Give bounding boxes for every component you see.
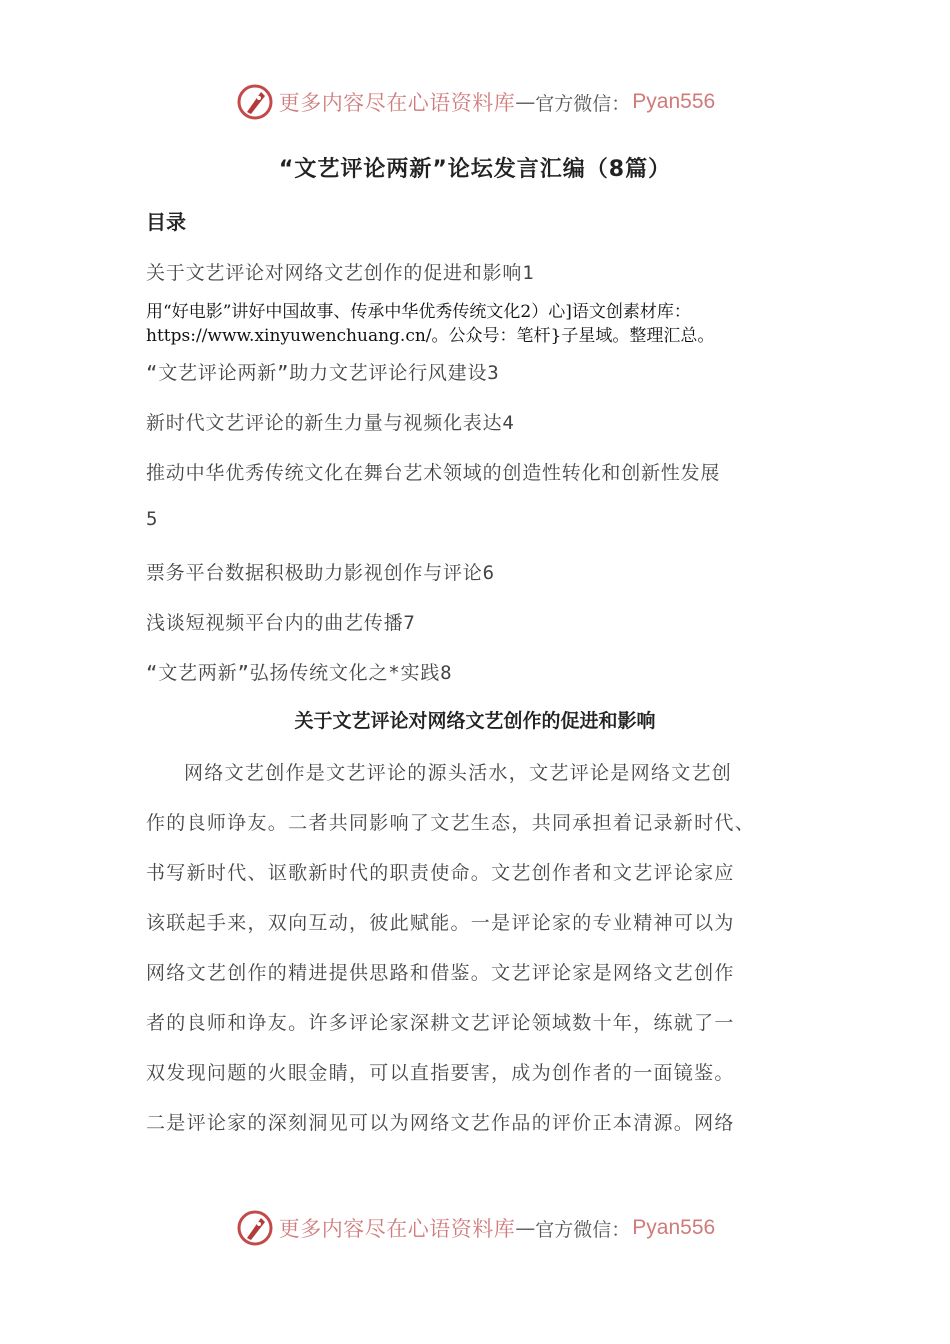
section-title: 关于文艺评论对网络文艺创作的促进和影响 bbox=[294, 710, 656, 732]
toc-item[interactable]: “文艺两新”弘扬传统文化之*实践8 bbox=[146, 662, 453, 684]
banner-separator: — bbox=[515, 1216, 536, 1240]
paragraph-line: 书写新时代、讴歌新时代的职责使命。文艺创作者和文艺评论家应 bbox=[146, 862, 735, 884]
toc-item[interactable]: 浅谈短视频平台内的曲艺传播7 bbox=[146, 612, 416, 634]
paragraph-line: 网络文艺创作的精进提供思路和借鉴。文艺评论家是网络文艺创作 bbox=[146, 962, 735, 984]
toc-item[interactable]: 票务平台数据积极助力影视创作与评论6 bbox=[146, 562, 495, 584]
footer-banner bbox=[0, 1206, 950, 1250]
paragraph-line: 作的良师诤友。二者共同影响了文艺生态，共同承担着记录新时代、 bbox=[146, 812, 756, 834]
paragraph-line: 双发现问题的火眼金睛，可以直指要害，成为创作者的一面镜鉴。 bbox=[146, 1062, 735, 1084]
banner-text: 更多内容尽在心语资料库 bbox=[278, 91, 516, 115]
banner-text: 更多内容尽在心语资料库 bbox=[278, 1217, 516, 1241]
banner-official-label: 官方微信： bbox=[535, 92, 631, 115]
toc-item[interactable]: “文艺评论两新”助力文艺评论行风建设3 bbox=[146, 362, 500, 384]
banner-wechat-id: Pyan556 bbox=[632, 1216, 716, 1239]
toc-item[interactable]: 关于文艺评论对网络文艺创作的促进和影响1 bbox=[146, 262, 535, 284]
paragraph-line: 二是评论家的深刻洞见可以为网络文艺作品的评价正本清源。网络 bbox=[146, 1112, 735, 1134]
toc-heading: 目录 bbox=[146, 210, 186, 234]
banner-separator: — bbox=[515, 90, 536, 114]
toc-item[interactable]: 用“好电影”讲好中国故事、传承中华优秀传统文化2）心]语文创素材库： bbox=[146, 302, 691, 322]
pen-nib-logo-icon bbox=[235, 1208, 275, 1248]
banner-wechat-id: Pyan556 bbox=[632, 90, 716, 113]
toc-item[interactable]: 新时代文艺评论的新生力量与视频化表达4 bbox=[146, 412, 515, 434]
pen-nib-logo-icon bbox=[235, 82, 275, 122]
banner-official-label: 官方微信： bbox=[535, 1218, 631, 1241]
document-title: “文艺评论两新”论坛发言汇编（8篇） bbox=[278, 157, 672, 182]
paragraph-line: 网络文艺创作是文艺评论的源头活水，文艺评论是网络文艺创 bbox=[184, 762, 733, 784]
toc-source-note: https://www.xinyuwenchuang.cn/。公众号：笔杆}子星域。整理汇总。 bbox=[146, 326, 715, 346]
toc-item[interactable]: 推动中华优秀传统文化在舞台艺术领域的创造性转化和创新性发展 bbox=[146, 462, 721, 484]
paragraph-line: 者的良师和诤友。许多评论家深耕文艺评论领域数十年，练就了一 bbox=[146, 1012, 735, 1034]
header-banner bbox=[0, 80, 950, 124]
toc-item-page[interactable]: 5 bbox=[146, 508, 159, 530]
paragraph-line: 该联起手来，双向互动，彼此赋能。一是评论家的专业精神可以为 bbox=[146, 912, 735, 934]
